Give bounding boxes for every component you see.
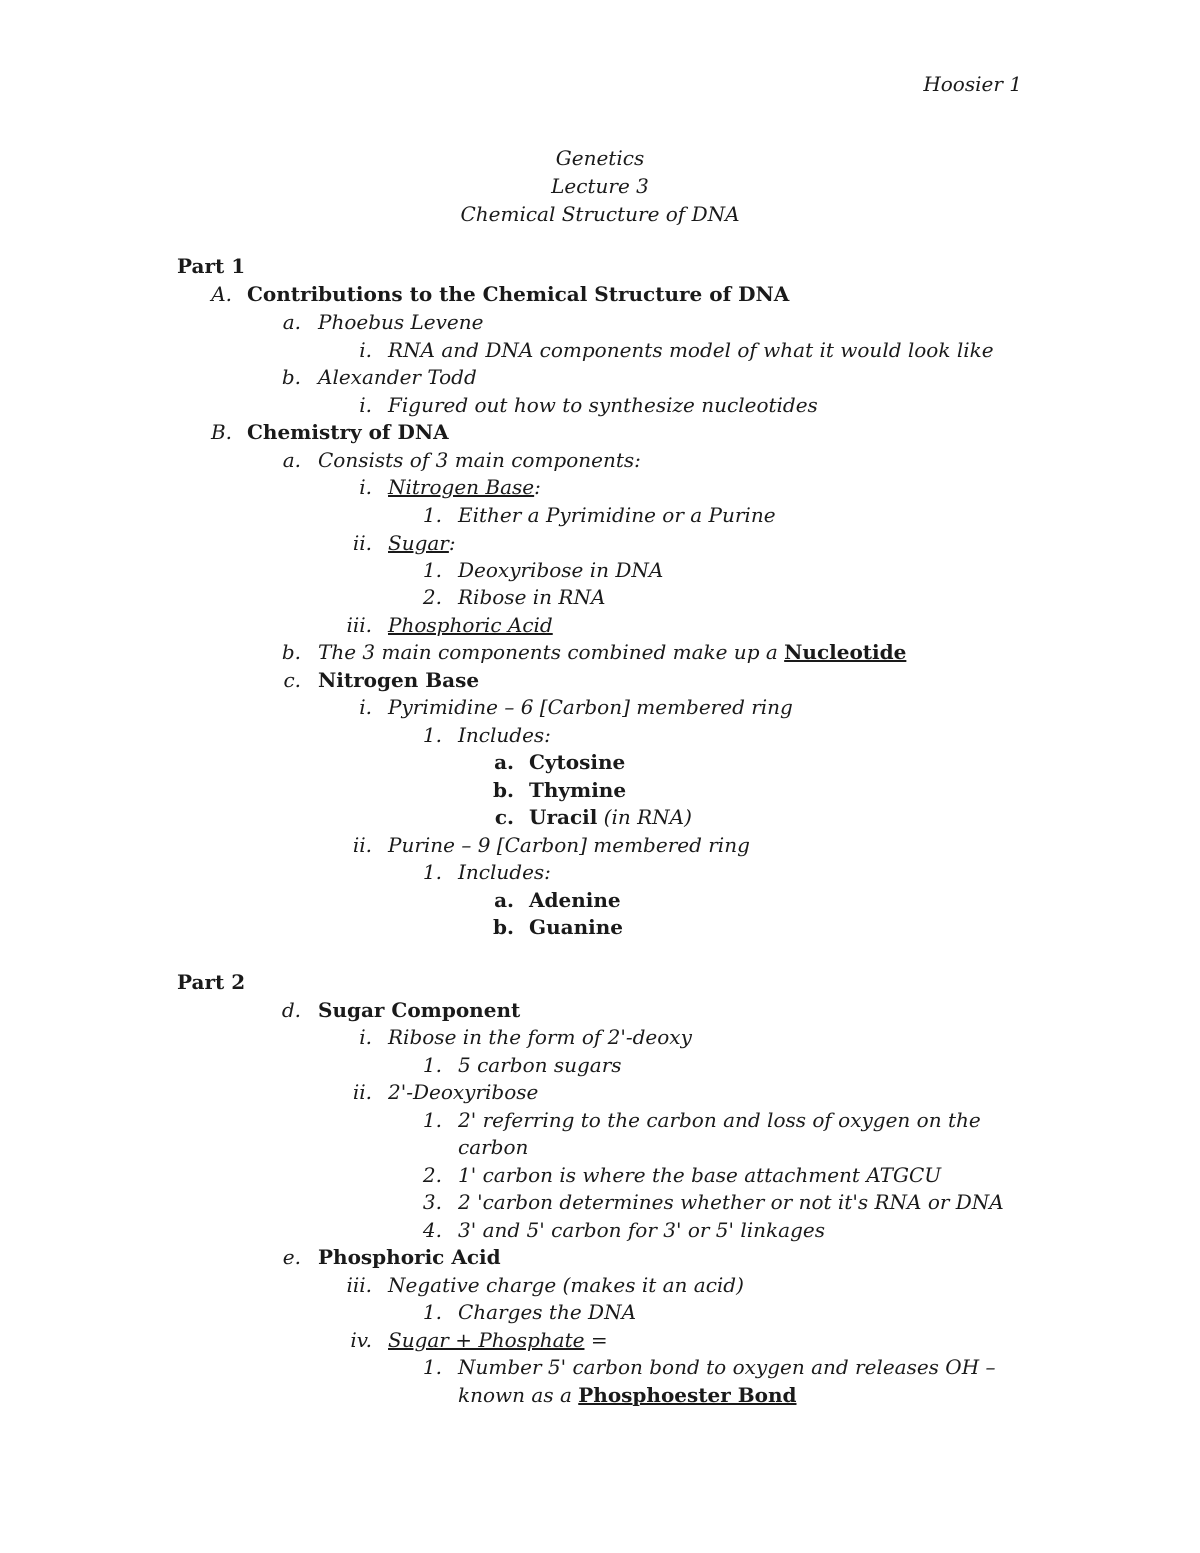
- outline-item: Sugar Component: [318, 998, 521, 1022]
- title-topic: Chemical Structure of DNA: [460, 202, 740, 226]
- outline-item: Thymine: [529, 778, 627, 802]
- list-marker: a.: [282, 448, 301, 472]
- list-marker: 1.: [422, 723, 442, 747]
- list-marker: A.: [211, 282, 232, 306]
- outline-item: Negative charge (makes it an acid): [388, 1273, 744, 1297]
- list-marker: ii.: [352, 833, 372, 857]
- outline-item: Deoxyribose in DNA: [458, 558, 664, 582]
- outline-item: Purine – 9 [Carbon] membered ring: [388, 833, 750, 857]
- list-marker: 1.: [422, 558, 442, 582]
- outline-item: 5 carbon sugars: [458, 1053, 622, 1077]
- outline-item: Pyrimidine – 6 [Carbon] membered ring: [388, 695, 793, 719]
- list-marker: i.: [359, 695, 372, 719]
- outline-item: 1' carbon is where the base attachment ATGCU: [458, 1163, 942, 1187]
- outline-item: 2' referring to the carbon and loss of oxygen on the: [458, 1108, 981, 1132]
- part1-heading: Part 1: [177, 254, 246, 278]
- list-marker: 2.: [422, 585, 442, 609]
- list-marker: i.: [359, 393, 372, 417]
- list-marker: a.: [282, 310, 301, 334]
- outline-item: Figured out how to synthesize nucleotides: [388, 393, 818, 417]
- suffix: :: [534, 475, 541, 499]
- list-marker: b.: [493, 778, 514, 802]
- list-marker: 3.: [422, 1190, 442, 1214]
- item-text: known as a: [458, 1383, 579, 1407]
- document-titles: [0, 144, 1200, 228]
- suffix: =: [584, 1328, 608, 1352]
- list-marker: b.: [281, 365, 301, 389]
- list-marker: ii.: [352, 531, 372, 555]
- list-marker: b.: [493, 915, 514, 939]
- list-marker: a.: [494, 750, 514, 774]
- outline-item: Charges the DNA: [458, 1300, 637, 1324]
- list-marker: i.: [359, 1025, 372, 1049]
- title-lecture: Lecture 3: [551, 174, 649, 198]
- list-marker: 1.: [422, 1300, 442, 1324]
- outline-item: Cytosine: [529, 750, 626, 774]
- list-marker: 1.: [422, 1053, 442, 1077]
- list-marker: 1.: [422, 860, 442, 884]
- list-marker: 1.: [422, 1108, 442, 1132]
- outline-item: 3' and 5' carbon for 3' or 5' linkages: [458, 1218, 825, 1242]
- outline-item: Nitrogen Base: [318, 668, 480, 692]
- list-marker: ii.: [352, 1080, 372, 1104]
- underlined-term: Sugar + Phosphate: [388, 1328, 585, 1352]
- outline-item: Ribose in the form of 2'-deoxy: [388, 1025, 692, 1049]
- outline-item-B: Chemistry of DNA: [247, 420, 449, 444]
- list-marker: i.: [359, 338, 372, 362]
- outline-item: Ribose in RNA: [458, 585, 606, 609]
- underlined-term: Sugar: [388, 531, 449, 555]
- outline-item: Consists of 3 main components:: [318, 448, 641, 472]
- outline-item: RNA and DNA components model of what it would look like: [388, 338, 994, 362]
- list-marker: e.: [282, 1245, 301, 1269]
- page-header: Hoosier 1: [923, 72, 1022, 96]
- part2-heading: Part 2: [177, 970, 246, 994]
- outline-item: Includes:: [458, 723, 551, 747]
- list-marker: 2.: [422, 1163, 442, 1187]
- emphasized-term: Phosphoester Bond: [578, 1383, 797, 1407]
- outline-item-continued: [458, 1381, 797, 1409]
- item-note: (in RNA): [597, 805, 692, 829]
- list-marker: iv.: [350, 1328, 372, 1352]
- outline-item: 2 'carbon determines whether or not it's RNA or DNA: [458, 1190, 1004, 1214]
- outline-item: Phoebus Levene: [318, 310, 484, 334]
- outline-item: [318, 638, 906, 666]
- outline-item: Adenine: [529, 888, 621, 912]
- list-marker: iii.: [346, 613, 372, 637]
- item-text: Uracil: [529, 805, 598, 829]
- outline-item: Alexander Todd: [318, 365, 477, 389]
- title-course: Genetics: [555, 146, 645, 170]
- list-marker: 1.: [422, 1355, 442, 1379]
- outline-item: Guanine: [529, 915, 623, 939]
- list-marker: d.: [281, 998, 301, 1022]
- underlined-term: Nitrogen Base: [388, 475, 535, 499]
- outline-item: [529, 803, 692, 831]
- outline-item: Phosphoric Acid: [388, 613, 553, 637]
- list-marker: c.: [494, 805, 514, 829]
- outline-item: Either a Pyrimidine or a Purine: [458, 503, 776, 527]
- emphasized-term: Nucleotide: [784, 640, 907, 664]
- list-marker: B.: [210, 420, 232, 444]
- list-marker: a.: [494, 888, 514, 912]
- outline-item: Includes:: [458, 860, 551, 884]
- outline-item-continued: carbon: [458, 1135, 529, 1159]
- outline-item: [388, 1326, 608, 1354]
- list-marker: b.: [281, 640, 301, 664]
- outline-item-A: Contributions to the Chemical Structure of DNA: [247, 282, 790, 306]
- outline-item: Phosphoric Acid: [318, 1245, 501, 1269]
- list-marker: i.: [359, 475, 372, 499]
- item-text: The 3 main components combined make up a: [318, 640, 785, 664]
- list-marker: 1.: [422, 503, 442, 527]
- outline-item: Number 5' carbon bond to oxygen and releases OH –: [458, 1355, 996, 1379]
- list-marker: 4.: [422, 1218, 442, 1242]
- list-marker: iii.: [346, 1273, 372, 1297]
- outline-item: [388, 529, 456, 557]
- suffix: :: [448, 531, 456, 555]
- list-marker: c.: [283, 668, 301, 692]
- outline-item: [388, 473, 541, 501]
- outline-item: 2'-Deoxyribose: [388, 1080, 539, 1104]
